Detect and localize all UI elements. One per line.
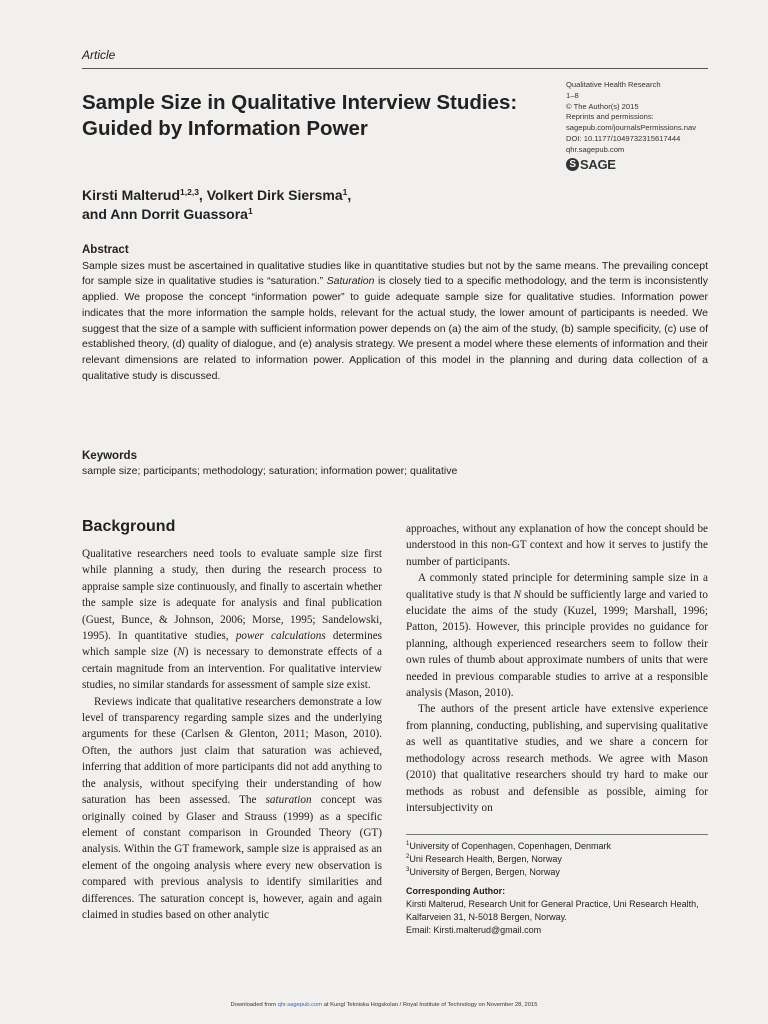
keywords-section bbox=[82, 449, 708, 479]
author-separator: , bbox=[347, 187, 352, 203]
author-list bbox=[82, 186, 532, 223]
italic-term: power calculations bbox=[235, 630, 326, 643]
affiliation-item bbox=[406, 853, 708, 866]
download-note-text: at Kungl Tekniska Hogskolan / Royal Institute of Technology on November 28, 2015 bbox=[322, 1002, 538, 1008]
sage-circle-icon: S bbox=[566, 158, 579, 171]
text-run: concept was originally coined by Glaser and Strauss (1999) as a specific element of constant comparison in Grounded Theory (GT) analysis. Within the GT framework, sample size is appraised as an element of the ongoing analysis where every new observation is compared with previous analysis to identify similarities and differences. The saturation concept is, however, again and again claimed in studies based on other analytic bbox=[82, 794, 382, 921]
section-heading-background: Background bbox=[82, 518, 176, 535]
author-affiliation-marker: 1 bbox=[342, 187, 348, 197]
abstract-section bbox=[82, 243, 708, 384]
abstract-heading: Abstract bbox=[82, 244, 129, 256]
italic-term: saturation bbox=[265, 794, 312, 807]
corresponding-author bbox=[406, 885, 708, 937]
keywords-heading: Keywords bbox=[82, 450, 137, 462]
affiliation-number: 1 bbox=[406, 841, 410, 847]
text-run: determines which sample size ( bbox=[82, 630, 383, 659]
paper-title: Sample Size in Qualitative Interview Studies: Guided by Information Power bbox=[82, 91, 518, 140]
body-paragraph: The authors of the present article have extensive experience from planning, conducting, publishing, and supervising qualitative as well as quantitative studies, and we share a concern for methodology across research methods. We agree with Mason (2010) that qualitative researchers should try hard to make our methods as robust and defensible as possible, aiming for intersubjectivity on bbox=[406, 703, 708, 814]
affiliation-item bbox=[406, 840, 708, 853]
body-paragraph bbox=[82, 694, 382, 924]
affiliation-text: University of Bergen, Bergen, Norway bbox=[409, 867, 560, 877]
text-run: A commonly stated principle for determining sample size in a qualitative study is that bbox=[406, 572, 708, 601]
affiliations bbox=[406, 840, 708, 879]
download-note-text: Downloaded from bbox=[230, 1002, 278, 1008]
italic-term: N bbox=[177, 646, 185, 659]
author-affiliation-marker: 1 bbox=[247, 205, 253, 216]
sage-logo-text: SAGE bbox=[580, 157, 616, 172]
body-paragraph bbox=[82, 546, 382, 694]
keywords-text: sample size; participants; methodology; saturation; information power; qualitative bbox=[82, 465, 458, 477]
header-divider bbox=[82, 68, 708, 69]
abstract-text bbox=[82, 259, 708, 385]
journal-info bbox=[566, 80, 716, 156]
reprints-label: Reprints and permissions: bbox=[566, 112, 654, 122]
abstract-text-part: Sample sizes must be ascertained in qualitative studies like in quantitative studies but not by the same means. The prevailing concept for sample size in qualitative studies is “saturation.” bbox=[82, 259, 708, 288]
corresponding-author-email[interactable]: Email: Kirsti.malterud@gmail.com bbox=[406, 925, 542, 935]
abstract-italic-term: Saturation bbox=[326, 275, 375, 288]
italic-term: N bbox=[513, 588, 522, 601]
download-note bbox=[0, 1002, 768, 1008]
author-affiliation-marker: 1,2,3 bbox=[180, 187, 199, 197]
affiliation-number: 2 bbox=[406, 854, 410, 860]
affiliation-text: University of Copenhagen, Copenhagen, Denmark bbox=[409, 841, 611, 851]
author-name: Kirsti Malterud bbox=[82, 187, 181, 203]
author-name: and Ann Dorrit Guassora bbox=[82, 205, 248, 222]
copyright: © The Author(s) 2015 bbox=[566, 101, 639, 111]
affiliation-item bbox=[406, 866, 708, 879]
sage-logo bbox=[566, 157, 616, 172]
affiliation-number: 3 bbox=[406, 867, 410, 873]
text-run: Qualitative researchers need tools to evaluate sample size first while planning a study, then during the research process to appraise sample size continuously, and finally to ascertain whether the sample size is adequate for analysis and final publication (Guest, Bunce, & Johnson, 2006; Morse, 1995; Sandelowski, 1995). In quantitative studies, bbox=[82, 548, 382, 643]
download-source-link[interactable]: qhr.sagepub.com bbox=[277, 1002, 323, 1008]
permissions-link[interactable]: sagepub.com/journalsPermissions.nav bbox=[566, 123, 697, 133]
journal-name: Qualitative Health Research bbox=[566, 80, 661, 89]
article-type-label: Article bbox=[82, 48, 116, 62]
page-range: 1–8 bbox=[566, 90, 579, 100]
body-column-left bbox=[82, 546, 382, 923]
footnote-divider bbox=[406, 834, 708, 835]
journal-url[interactable]: qhr.sagepub.com bbox=[566, 144, 625, 154]
body-paragraph: approaches, without any explanation of how the concept should be understood in this non-GT context and how it serves to justify the number of participants. bbox=[406, 523, 708, 568]
doi[interactable]: DOI: 10.1177/1049732315617444 bbox=[566, 133, 681, 143]
affiliation-text: Uni Research Health, Bergen, Norway bbox=[409, 854, 562, 864]
text-run: should be sufficiently large and varied to elucidate the aims of the study (Kuzel, 1999; Marshall, 1996; Patton, 2015). However, this principle provides no guidance for planning, although experienced researchers seem to follow their own rules of thumb about approximate numbers of units that were needed in previous comparable studies to arrive at a responsible analysis (Mason, 2010). bbox=[406, 588, 709, 700]
text-run: Reviews indicate that qualitative researchers demonstrate a low level of transparency regarding sample sizes and the underlying arguments for these (Carlsen & Glenton, 2011; Mason, 2010). Often, the authors just claim that saturation was achieved, inferring that addition of more participants did not add anything to the analysis, without specifying their understanding of how saturation has been assessed. The bbox=[82, 695, 382, 807]
abstract-text-part: is closely tied to a specific methodology, and the term is inconsistently applied. We propose the concept “information power” to guide adequate sample size for qualitative studies. Information power indicates that the more information the sample holds, relevant for the actual study, the lower amount of participants is needed. We suggest that the size of a sample with sufficient information power depends on (a) the aim of the study, (b) sample specificity, (c) use of established theory, (d) quality of dialogue, and (e) analysis strategy. We present a model where these elements of information and their relevant dimensions are related to information power. Application of this model in the planning and during data collection of a qualitative study is discussed. bbox=[82, 275, 708, 382]
corresponding-author-address: Kirsti Malterud, Research Unit for General Practice, Uni Research Health, Kalfarveien 31, N-5018 Bergen, Norway. bbox=[406, 899, 699, 922]
text-run: ) is necessary to demonstrate effects of a certain magnitude from an intervention. For qualitative interview studies, no similar standards for assessment of sample size exist. bbox=[82, 646, 382, 692]
body-paragraph bbox=[406, 570, 708, 701]
corresponding-author-heading: Corresponding Author: bbox=[406, 886, 506, 896]
author-name: , Volkert Dirk Siersma bbox=[198, 187, 343, 203]
body-column-right bbox=[406, 521, 708, 816]
